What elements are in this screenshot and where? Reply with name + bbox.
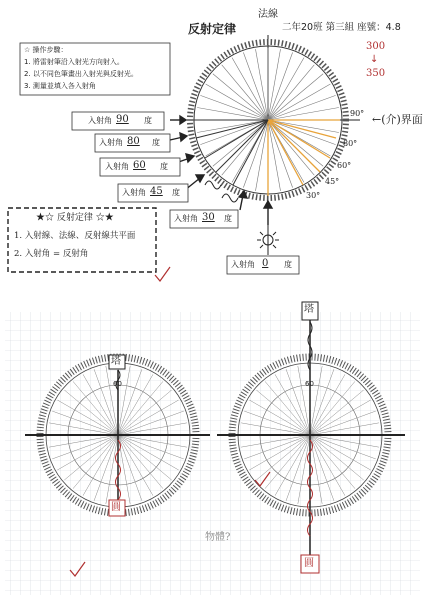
right-top-tag: 塔 xyxy=(304,304,314,315)
right-bottom-tag: 圓 xyxy=(304,558,314,569)
step-item: 3. 測量並填入各入射角 xyxy=(24,82,96,90)
side-angle-60: 60° xyxy=(337,161,352,170)
score-bottom: 350 xyxy=(366,68,386,79)
side-angle-90: 90° xyxy=(350,109,365,118)
step-item: 1. 將雷射筆沿入射光方向射入。 xyxy=(24,58,124,66)
normal-label: 法線 xyxy=(258,9,278,20)
step-item: 2. 以不同色筆畫出入射光與反射光。 xyxy=(24,70,138,78)
side-angle-45: 45° xyxy=(325,177,340,186)
angle-value: 0 xyxy=(262,258,269,269)
angle-value: 45 xyxy=(150,186,163,197)
page-title: 反射定律 xyxy=(188,22,237,36)
steps-title: ☆ 操作步驟： xyxy=(24,46,68,54)
side-angle-30: 30° xyxy=(306,191,321,200)
score-arrow: ↓ xyxy=(370,54,379,65)
law-title: ★☆ 反射定律 ☆★ xyxy=(36,213,114,223)
left-scale-mark: 60 xyxy=(113,380,122,388)
class-info: 二年20班 第三組 座號：4.8 xyxy=(282,22,401,33)
left-top-tag: 塔 xyxy=(111,356,121,367)
handwritten-note: 物體? xyxy=(205,532,231,543)
side-angle-80: 80° xyxy=(343,139,358,148)
angle-value: 30 xyxy=(202,212,215,223)
right-scale-mark: 60 xyxy=(305,380,314,388)
score-top: 300 xyxy=(366,41,386,52)
law-item: 2. 入射角 = 反射角 xyxy=(14,249,89,259)
angle-value: 90 xyxy=(116,114,129,125)
law-item: 1. 入射線、法線、反射線共平面 xyxy=(14,231,136,241)
interface-label: ←(介)界面 xyxy=(372,113,423,126)
angle-value: 60 xyxy=(133,160,146,171)
angle-value: 80 xyxy=(127,136,140,147)
left-bottom-tag: 圓 xyxy=(111,502,121,513)
